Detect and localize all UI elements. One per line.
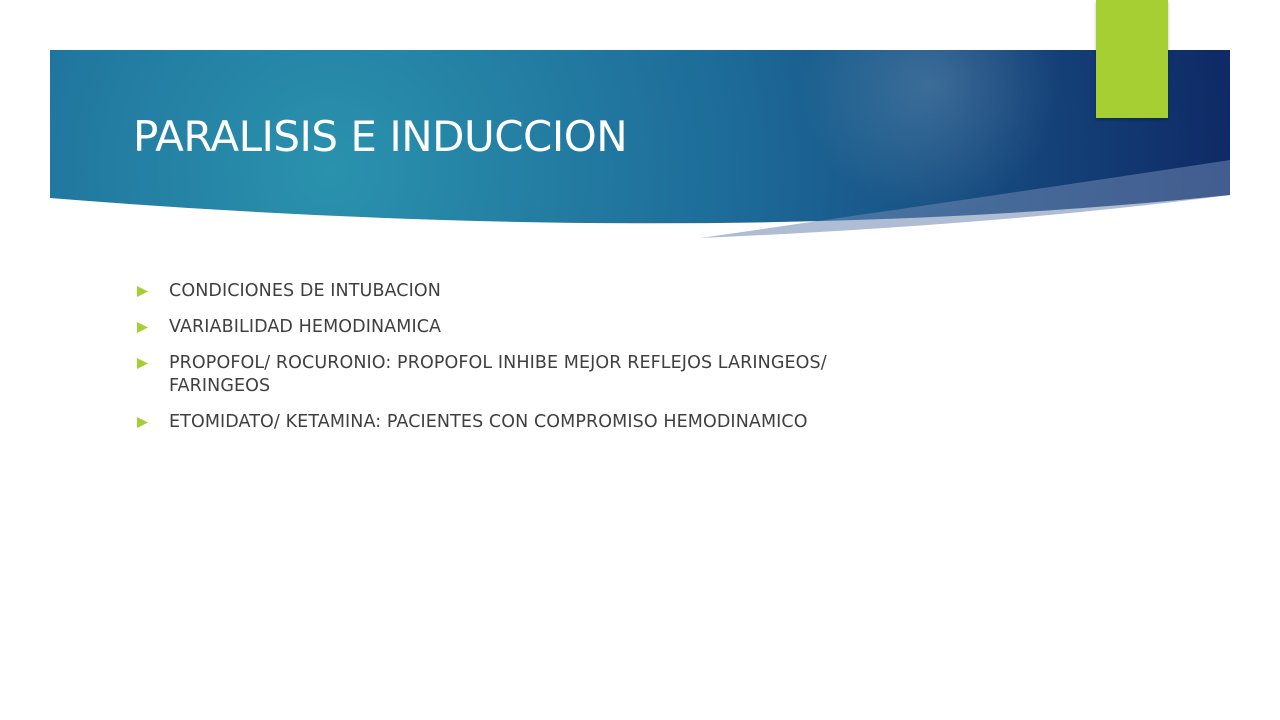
triangle-right-icon xyxy=(136,285,149,298)
triangle-right-icon xyxy=(136,416,149,429)
slide-title: PARALISIS E INDUCCION xyxy=(133,112,628,161)
bullet-list xyxy=(133,280,1133,447)
triangle-right-icon xyxy=(136,321,149,334)
list-item xyxy=(133,280,1133,303)
bullet-text: PROPOFOL/ ROCURONIO: PROPOFOL INHIBE MEJOR REFLEJOS LARINGEOS/ FARINGEOS xyxy=(169,353,827,396)
accent-bar xyxy=(1096,0,1168,118)
list-item xyxy=(133,411,1133,434)
list-item xyxy=(133,316,1133,339)
bullet-text: VARIABILIDAD HEMODINAMICA xyxy=(169,317,442,337)
bullet-text: CONDICIONES DE INTUBACION xyxy=(169,281,441,301)
list-item xyxy=(133,352,1133,398)
bullet-text: ETOMIDATO/ KETAMINA: PACIENTES CON COMPROMISO HEMODINAMICO xyxy=(169,412,808,432)
triangle-right-icon xyxy=(136,357,149,370)
